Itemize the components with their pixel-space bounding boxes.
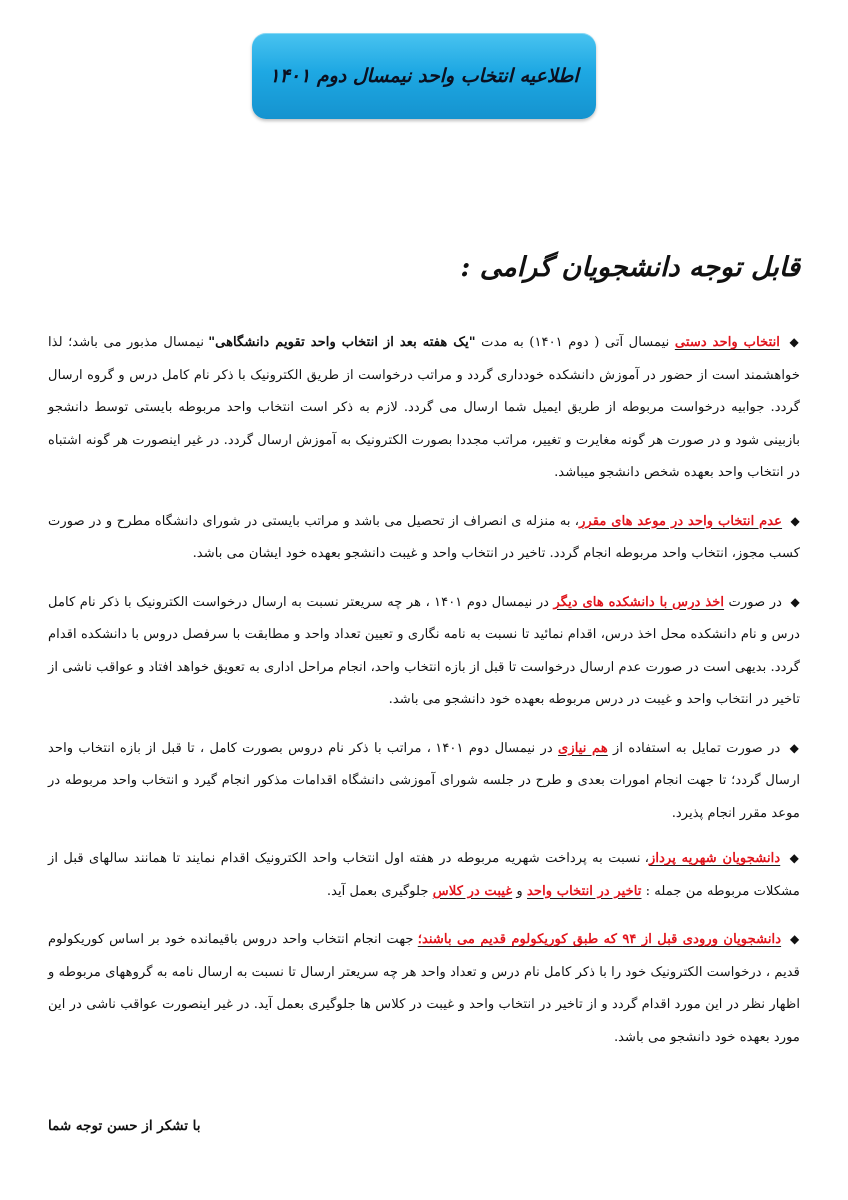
announcement-body bbox=[48, 326, 800, 1069]
quoted-deadline: "یک هفته بعد از انتخاب واحد تقویم دانشگاهی" bbox=[208, 335, 476, 350]
diamond-bullet-icon: ◆ bbox=[789, 851, 801, 865]
highlight-old-curriculum: دانشجویان ورودی قبل از ۹۴ که طبق کوریکولوم قدیم می باشند؛ bbox=[417, 932, 782, 947]
paragraph-text: جهت انجام انتخاب واحد دروس باقیمانده خود بر اساس کوریکولوم قدیم ، درخواست الکترونیک خود را با ذکر کامل نام درس و تعداد واحد هر چه سریعتر ارسال تا نسبت به ارسال نامه به گروههای مربوطه و اظهار نظر در این مورد اقدام گردد و از تاخیر در انتخاب واحد و غیبت در کلاس ها جلوگیری بعمل آید. در غیر اینصورت عواقب ناشی در این مورد بعهده خود دانشجو می باشد. bbox=[48, 932, 800, 1045]
paragraph-text: در نیمسال دوم ۱۴۰۱ ، مراتب با ذکر نام دروس بصورت کامل ، تا قبل از بازه انتخاب واحد ارسال گردد؛ تا جهت انجام امورات بعدی و طرح در جلسه شورای آموزشی دانشگاه اقدامات مذکور انجام گیرد و انتخاب واحد مربوطه در موعد مقرر انجام پذیرد. bbox=[48, 740, 800, 821]
paragraph-tuition bbox=[48, 842, 800, 908]
diamond-bullet-icon: ◆ bbox=[790, 594, 800, 609]
diamond-bullet-icon: ◆ bbox=[789, 335, 800, 349]
highlight-registration-delay: تاخیر در انتخاب واحد bbox=[527, 883, 642, 899]
paragraph-no-registration bbox=[48, 505, 800, 571]
diamond-bullet-icon: ◆ bbox=[790, 932, 800, 946]
paragraph-text: نیمسال مذبور می باشد؛ لذا خواهشمند است از حضور در آموزش دانشکده خودداری گردد و مراتب درخواست از طریق الکترونیک با ذکر نام کامل درس و گروه ارسال گردد. جوابیه درخواست مربوطه از طریق ایمیل شما ارسال می گردد. لازم به ذکر است انتخاب واحد مربوطه بایستی توسط دانشجو بازبینی شود و در صورت هر گونه مغایرت و تغییر، مراتب مجددا بصورت الکترونیک به آموزش ارسال گردد. در غیر اینصورت هر گونه اشتباه در انتخاب واحد بعهده شخص دانشجو میباشد. bbox=[48, 335, 800, 480]
highlight-corequisite: هم نیازی bbox=[558, 740, 608, 756]
paragraph-text: ، نسبت به پرداخت شهریه مربوطه در هفته اول انتخاب واحد الکترونیک اقدام نمایند تا همانند سالهای قبل از مشکلات مربوطه من جمله : bbox=[48, 851, 800, 899]
highlight-class-absence: غیبت در کلاس bbox=[432, 883, 513, 899]
paragraph-text: ، به منزله ی انصراف از تحصیل می باشد و مراتب بایستی در شورای دانشگاه مطرح و در صورت کسب مجوز، انتخاب واحد مربوطه انجام گردد. تاخیر در انتخاب واحد و غیبت دانشجو بعهده خود ایشان می باشد. bbox=[48, 513, 800, 561]
paragraph-text: در صورت bbox=[724, 594, 787, 610]
highlight-no-registration: عدم انتخاب واحد در موعد های مقرر bbox=[579, 513, 783, 529]
diamond-bullet-icon: ◆ bbox=[790, 513, 801, 528]
greeting-heading: قابل توجه دانشجویان گرامی : bbox=[460, 252, 800, 283]
paragraph-text: جلوگیری بعمل آید. bbox=[326, 883, 433, 899]
paragraph-text: در نیمسال دوم ۱۴۰۱ ، هر چه سریعتر نسبت به ارسال درخواست الکترونیک با ذکر نام کامل درس و نام دانشکده محل اخذ درس، اقدام نمائید تا نسبت به نامه نگاری و تعیین تعداد واحد و مطابقت با سرفصل دروس با دانشکده اقدام گردد. بدیهی است در صورت عدم ارسال درخواست تا قبل از بازه انتخاب واحد، انجام مراحل اداری به تعویق خواهد افتاد و عواقب ناشی از تاخیر در انتخاب واحد و غیبت در درس مربوطه بعهده خود دانشجو می باشد. bbox=[48, 594, 800, 707]
paragraph-old-curriculum bbox=[48, 923, 800, 1054]
highlight-other-faculty: اخذ درس با دانشکده های دیگر bbox=[553, 594, 725, 610]
title-banner bbox=[252, 33, 596, 119]
paragraph-text: نیمسال آتی ( دوم ۱۴۰۱) به مدت bbox=[475, 335, 675, 350]
banner-title: اطلاعیه انتخاب واحد نیمسال دوم ۱۴۰۱ bbox=[269, 65, 579, 87]
closing-thanks: با تشکر از حسن توجه شما bbox=[48, 1118, 201, 1134]
highlight-tuition-students: دانشجویان شهریه پرداز bbox=[649, 851, 781, 866]
paragraph-other-faculty bbox=[48, 586, 800, 717]
paragraph-text: و bbox=[512, 883, 527, 899]
paragraph-corequisite bbox=[48, 732, 800, 831]
paragraph-manual-registration bbox=[48, 326, 800, 490]
highlight-manual-registration: انتخاب واحد دستی bbox=[674, 335, 780, 350]
paragraph-text: در صورت تمایل به استفاده از bbox=[607, 740, 786, 756]
diamond-bullet-icon: ◆ bbox=[789, 740, 800, 755]
